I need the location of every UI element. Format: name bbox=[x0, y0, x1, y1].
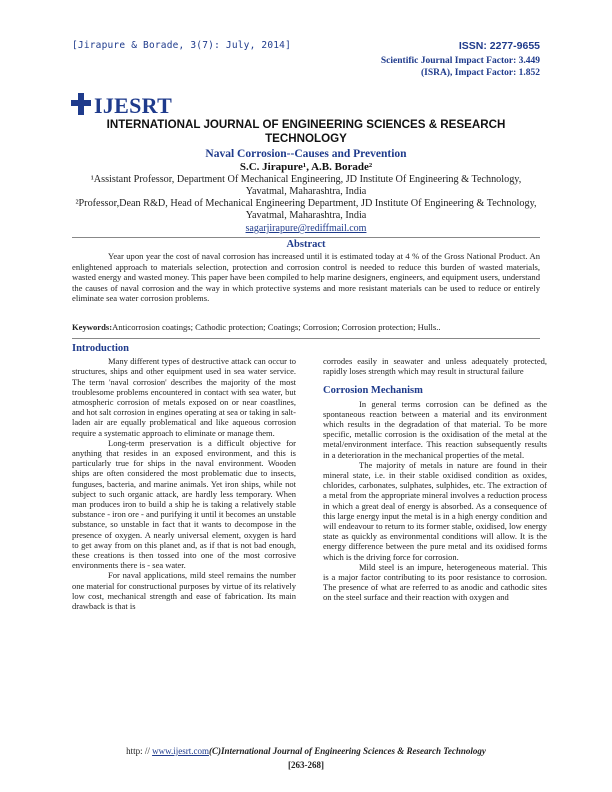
logo-text: IJESRT bbox=[94, 93, 173, 118]
intro-paragraph-2: Long-term preservation is a difficult objective for anything that resides in an exposed environment, and this is particularly true for ships in the naval environment. Wooden ships are often considered the most problematic due to insects, funguses, bacteria, and marine animals. Yet iron ships, while not subject to such organic attack, are hardly less temporary. When man produces iron to build a ship he is taking a relatively stable substance - iron ore - and purifying it until it becomes an unstable substance, so unstable in fact that it wants to decompose in the presence of oxygen. A nearly universal element, oxygen is hard to get away from on this planet and, as if that is not bad enough, these creations is then tossed into one of the most corrosive environments there is - sea water. bbox=[72, 437, 296, 571]
impact-factor-1: Scientific Journal Impact Factor: 3.449 bbox=[380, 56, 540, 66]
journal-metrics bbox=[381, 40, 540, 79]
page-range: [263-268] bbox=[288, 760, 324, 770]
page-footer bbox=[72, 746, 540, 756]
mechanism-paragraph-2: The majority of metals in nature are found in their mineral state, i.e. in their stable oxidised condition as oxides, chlorides, carbonates, sulphates, sulphides, etc. The extraction of a metal from the appropriate mineral involves a reduction process in which a great deal of energy is absorbed. As a consequence of this large energy input the metal is in a high energy condition and will endeavour to return to its former stable, oxidised, low energy state as quickly as environmental conditions will allow. It is the energy difference between the pure metal and its oxidised forms which is the driving force for corrosion. bbox=[323, 459, 547, 562]
keywords bbox=[72, 322, 540, 333]
abstract-text: Year upon year the cost of naval corrosion has increased until it is estimated today at 4 % of the Gross National Product. An enlightened approach to materials selection, protection and corrosion control is needed to reduce this burden of wasted materials, wasted energy and wasted money. This paper have been compiled to help marine designers, engineers, and equipment users, understand the causes of naval corrosion and the way in which protective systems and more resistant materials can be used to reduce or entirely eliminate sea water corrosion problems. bbox=[72, 251, 540, 303]
footer-journal: (C)International Journal of Engineering Sciences & Research Technology bbox=[208, 746, 486, 756]
affiliation-2: ²Professor,Dean R&D, Head of Mechanical Engineering Department, JD Institute Of Engineering & Technology, Yavatmal, Maharashtra, India bbox=[75, 198, 537, 221]
footer-url-link[interactable]: www.ijesrt.com bbox=[152, 746, 209, 756]
affiliation-1: ¹Assistant Professor, Department Of Mechanical Engineering, JD Institute Of Engineering & Technology, Yavatmal, Maharashtra, India bbox=[90, 174, 522, 197]
right-column bbox=[323, 356, 547, 603]
email-link[interactable]: sagarjirapure@rediffmail.com bbox=[245, 223, 367, 234]
journal-name: INTERNATIONAL JOURNAL OF ENGINEERING SCIENCES & RESEARCH TECHNOLOGY bbox=[106, 118, 506, 145]
abstract-heading: Abstract bbox=[72, 237, 540, 250]
mechanism-paragraph-3: Mild steel is an impure, heterogeneous material. This is a major factor contributing to its poor resistance to corrosion. The presence of what are referred to as anodic and cathodic sites on the steel surface and their reaction with oxygen and bbox=[323, 561, 547, 603]
impact-factor-2: (ISRA), Impact Factor: 1.852 bbox=[421, 68, 540, 78]
keywords-list: Anticorrosion coatings; Cathodic protection; Coatings; Corrosion; Corrosion protection; Hulls.. bbox=[112, 322, 441, 332]
keywords-label: Keywords: bbox=[72, 322, 113, 332]
left-column bbox=[72, 344, 296, 611]
plus-cross-icon bbox=[70, 92, 92, 121]
divider bbox=[72, 338, 540, 339]
intro-paragraph-3: For naval applications, mild steel remains the number one material for constructional purposes by virtue of its relatively low cost, mechanical strength and ease of fabrication. Its main drawback is that is bbox=[72, 570, 296, 612]
introduction-heading: Introduction bbox=[72, 343, 129, 354]
footer-prefix: http: // bbox=[126, 746, 153, 756]
corrosion-mechanism-heading: Corrosion Mechanism bbox=[323, 385, 423, 397]
issn: ISSN: 2277-9655 bbox=[458, 40, 540, 52]
paper-title: Naval Corrosion--Causes and Prevention bbox=[205, 148, 407, 160]
intro-paragraph-1: Many different types of destructive attack can occur to structures, ships and other equipment used in sea water service. The term 'naval corrosion' describes the majority of the most troublesome problems encountered in contact with sea water, but atmospheric corrosion of metals exposed on or near coastlines, and hot salt corrosion in engines operating at sea or taking in salt-laden air are equally problematical and like aqueous corrosion require a systematic approach to eliminate or manage them. bbox=[72, 356, 296, 438]
citation-header: [Jirapure & Borade, 3(7): July, 2014] bbox=[72, 40, 292, 51]
author-email bbox=[72, 223, 540, 234]
intro-paragraph-continued: corrodes easily in seawater and unless adequately protected, rapidly loses strength which may result in structural failure bbox=[323, 356, 547, 377]
mechanism-paragraph-1: In general terms corrosion can be defined as the spontaneous reaction between a material and its environment which results in the degradation of that material. To be more specific, metallic corrosion is the oxidisation of the metal at the metal/environment interface. This reaction subsequently results in a deterioration in the mechanical properties of the metal. bbox=[323, 398, 547, 460]
paper-authors: S.C. Jirapure¹, A.B. Borade² bbox=[239, 161, 373, 173]
